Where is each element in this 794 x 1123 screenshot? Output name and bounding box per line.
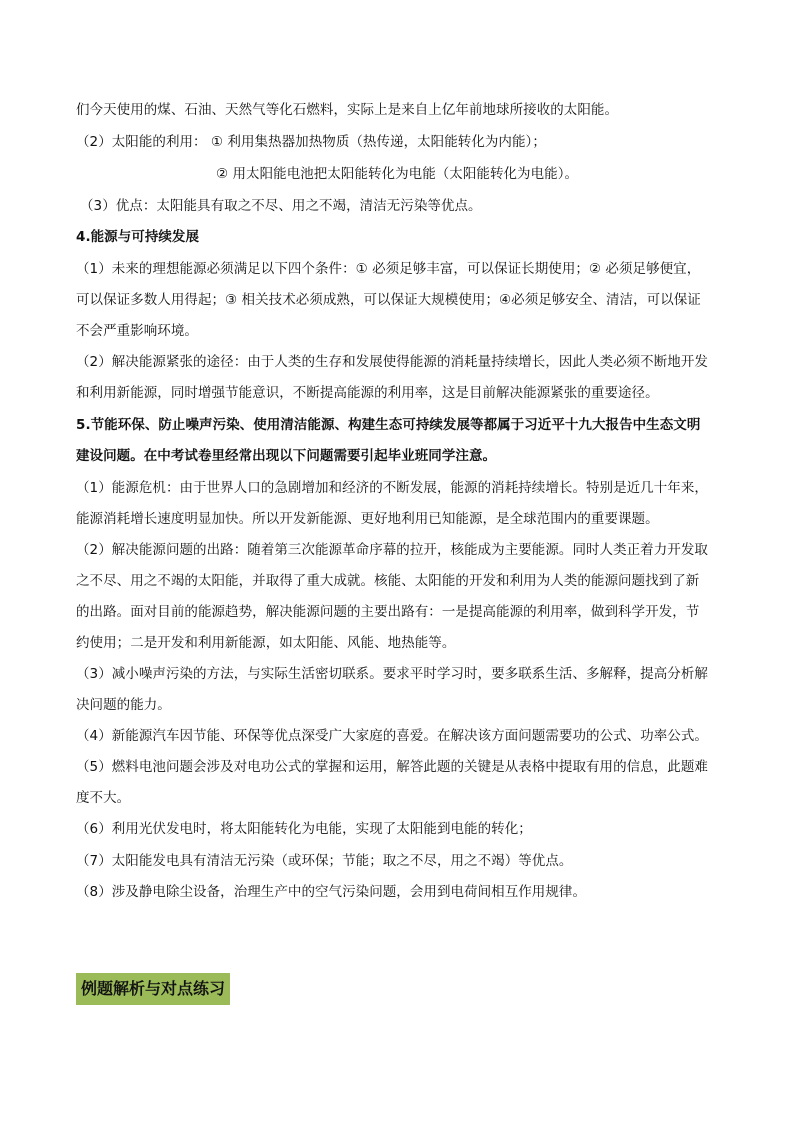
text-line: （6）利用光伏发电时，将太阳能转化为电能，实现了太阳能到电能的转化； — [76, 821, 532, 837]
text-line: 能源消耗增长速度明显加快。所以开发新能源、更好地利用已知能源，是全球范围内的重要课题。 — [76, 511, 659, 527]
text-line: （8）涉及静电除尘设备，治理生产中的空气污染问题，会用到电荷间相互作用规律。 — [76, 884, 586, 900]
text-line: 的出路。面对目前的能源趋势，解决能源问题的主要出路有：一是提高能源的利用率，做到科学开发，节 — [76, 604, 700, 620]
text-line: （1）未来的理想能源必须满足以下四个条件：① 必须足够丰富，可以保证长期使用；② 必须足够便宜， — [76, 261, 701, 277]
text-line: 约使用；二是开发和利用新能源，如太阳能、风能、地热能等。 — [76, 635, 456, 651]
text-line: （3）优点：太阳能具有取之不尽、用之不竭，清洁无污染等优点。 — [80, 198, 482, 214]
text-line: （2）解决能源问题的出路：随着第三次能源革命序幕的拉开，核能成为主要能源。同时人类正着力开发取 — [76, 542, 708, 558]
section-heading: 建设问题。在中考试卷里经常出现以下问题需要引起毕业班同学注意。 — [76, 448, 497, 464]
text-line: 可以保证多数人用得起；③ 相关技术必须成熟，可以保证大规模使用；④必须足够安全、清洁，可以保证 — [76, 292, 701, 308]
section-heading: 5.节能环保、防止噪声污染、使用清洁能源、构建生态可持续发展等都属于习近平十九大报告中生态文明 — [76, 417, 701, 433]
text-line: （3）减小噪声污染的方法，与实际生活密切联系。要求平时学习时，要多联系生活、多解释，提高分析解 — [76, 666, 708, 682]
text-line: 决问题的能力。 — [76, 697, 171, 713]
text-line: 之不尽、用之不竭的太阳能，并取得了重大成就。核能、太阳能的开发和利用为人类的能源问题找到了新 — [76, 573, 700, 589]
section-heading: 4.能源与可持续发展 — [76, 229, 200, 245]
text-line: （5）燃料电池问题会涉及对电功公式的掌握和运用，解答此题的关键是从表格中提取有用的信息，此题难 — [76, 759, 708, 775]
text-line: 和利用新能源，同时增强节能意识，不断提高能源的利用率，这是目前解决能源紧张的重要途径。 — [76, 385, 659, 401]
text-line: ② 用太阳能电池把太阳能转化为电能（太阳能转化为电能）。 — [216, 166, 579, 182]
text-line: （4）新能源汽车因节能、环保等优点深受广大家庭的喜爱。在解决该方面问题需要功的公式、功率公式。 — [76, 728, 708, 744]
section-badge: 例题解析与对点练习 — [76, 973, 230, 1005]
text-line: （1）能源危机：由于世界人口的急剧增加和经济的不断发展，能源的消耗持续增长。特别是近几十年来， — [76, 480, 708, 496]
text-line: 度不大。 — [76, 790, 131, 806]
text-line: 们今天使用的煤、石油、天然气等化石燃料，实际上是来自上亿年前地球所接收的太阳能。 — [76, 102, 618, 118]
text-line: （7）太阳能发电具有清洁无污染（或环保；节能；取之不尽，用之不竭）等优点。 — [76, 853, 573, 869]
text-line: （2）太阳能的利用： ① 利用集热器加热物质（热传递，太阳能转化为内能）； — [76, 134, 546, 150]
text-line: 不会严重影响环境。 — [76, 323, 198, 339]
text-line: （2）解决能源紧张的途径：由于人类的生存和发展使得能源的消耗量持续增长，因此人类必须不断地开发 — [76, 354, 708, 370]
